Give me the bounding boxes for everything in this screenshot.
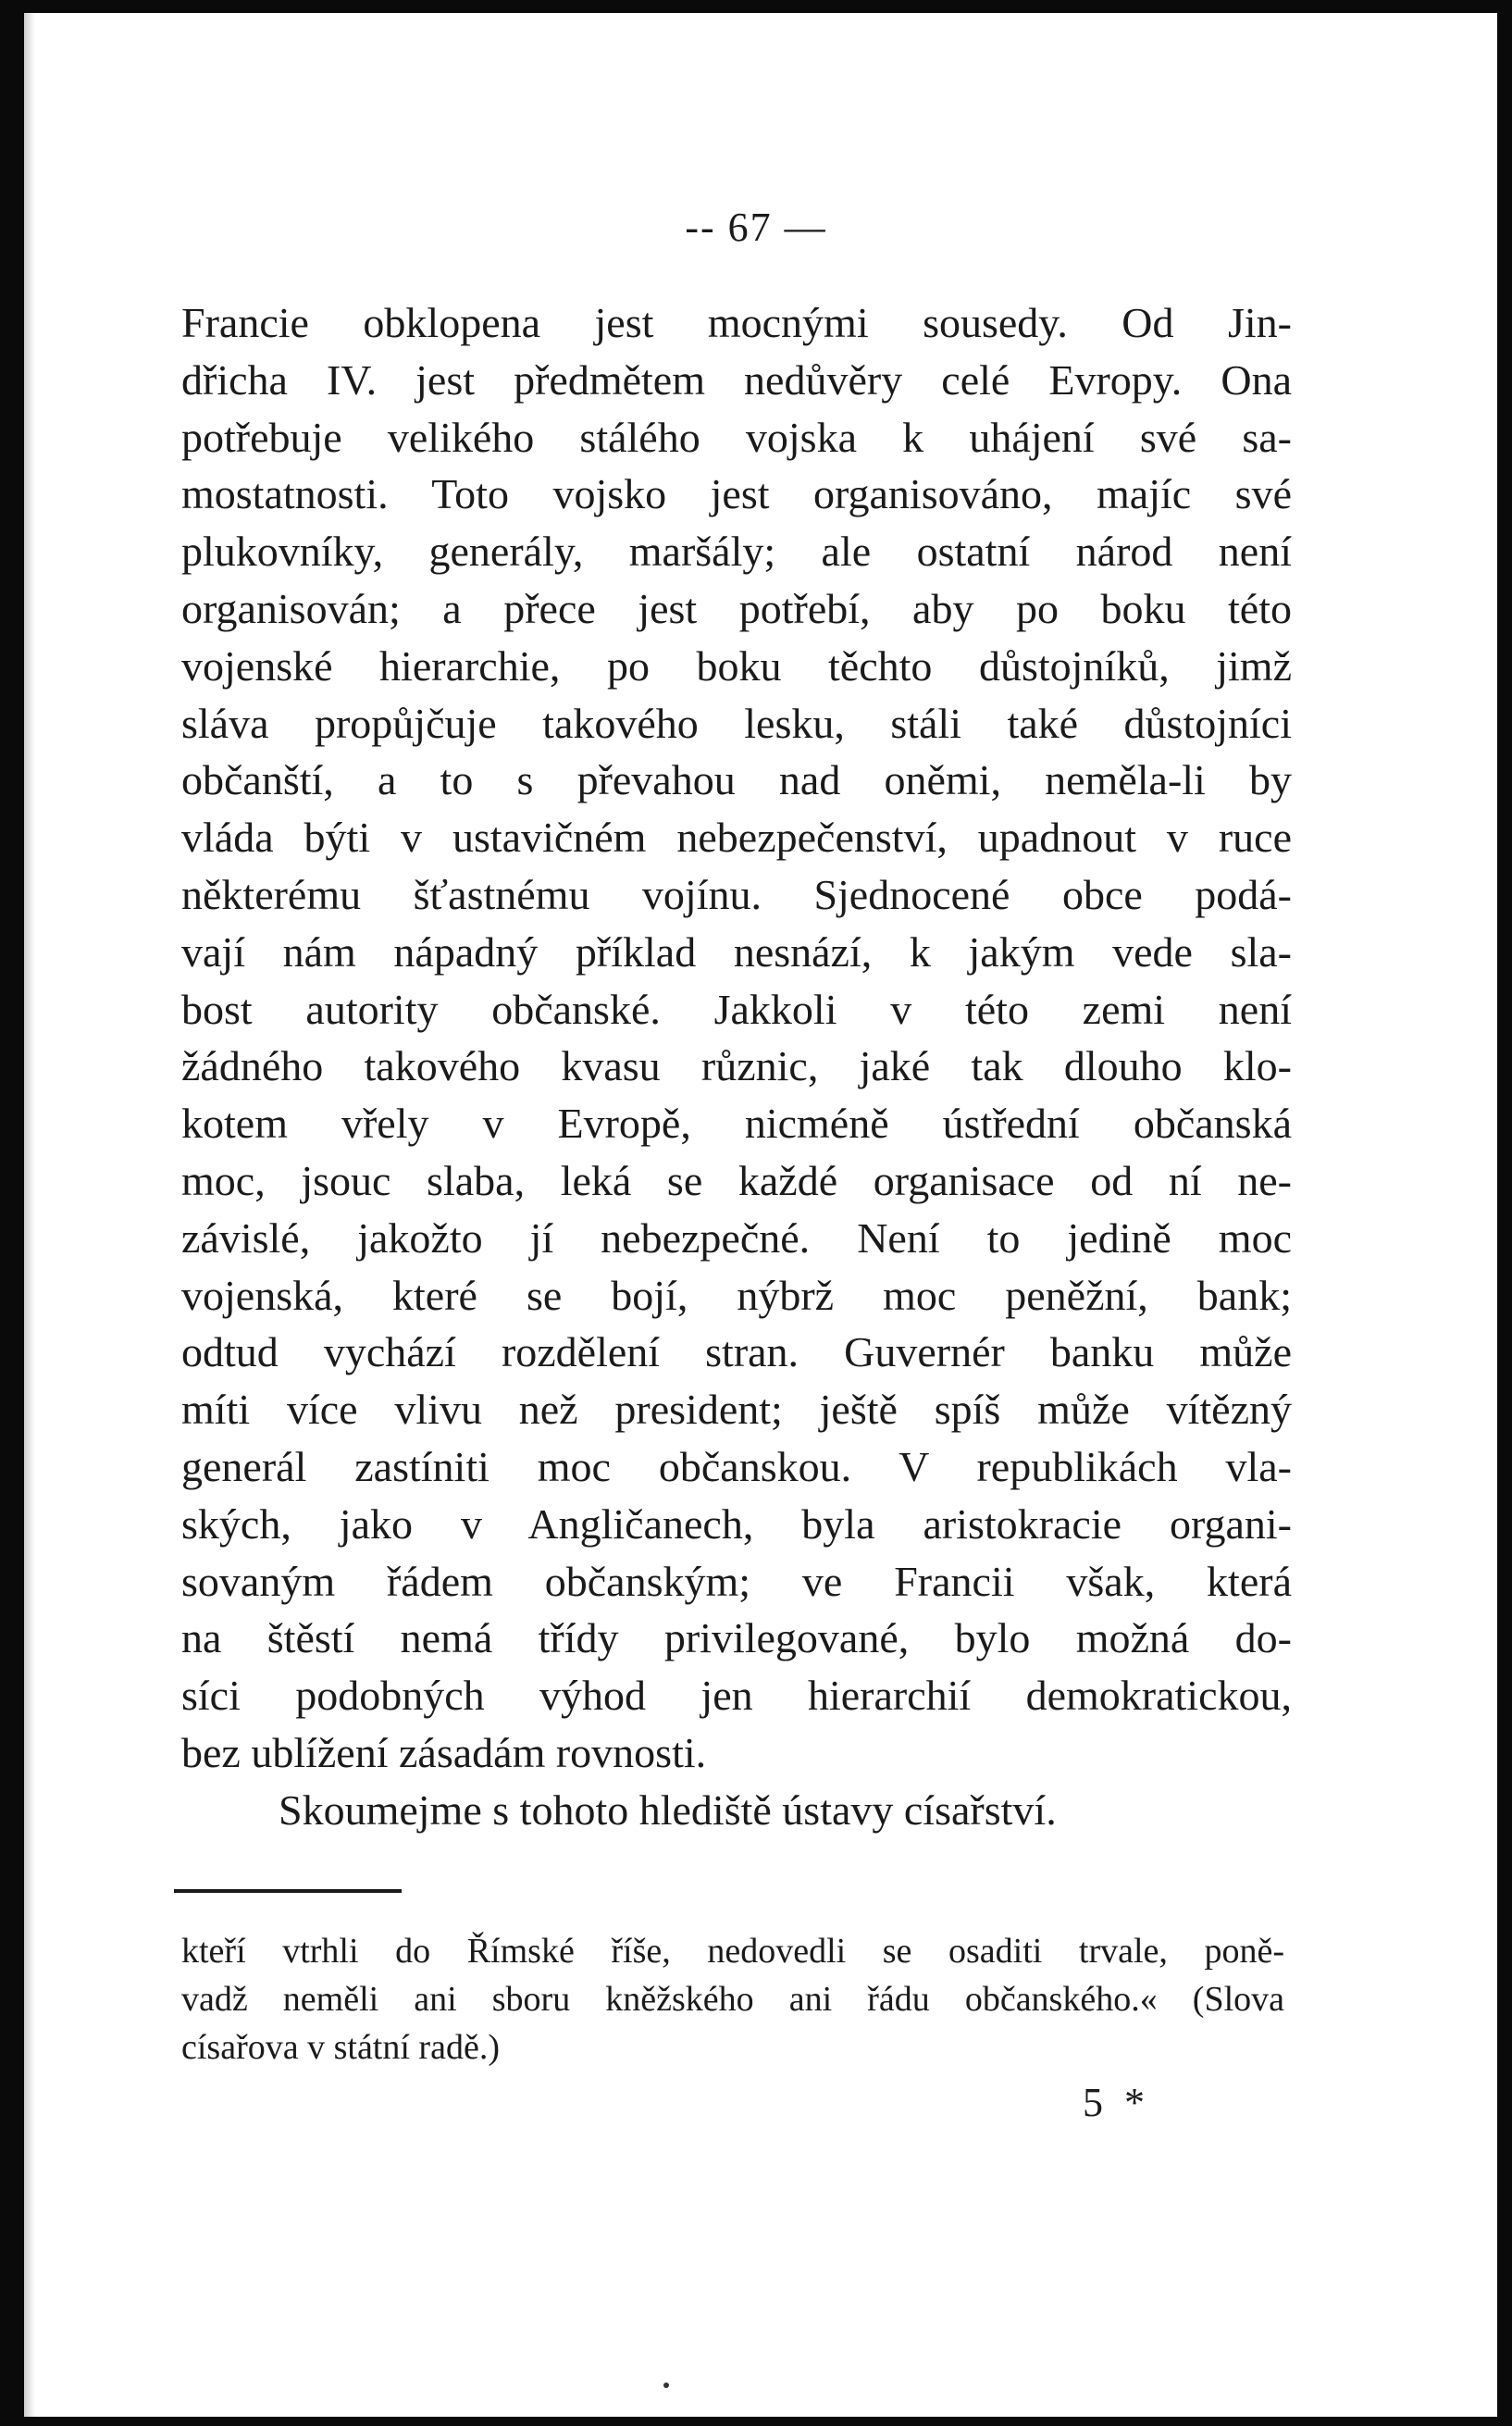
footnote-line: vadž neměli ani sboru kněžského ani řádu občanského.« (Slova xyxy=(181,1980,1284,2019)
body-line: vojenské hierarchie, po boku těchto důstojníků, jimž xyxy=(181,641,1292,690)
body-line: kotem vřely v Evropě, nicméně ústřední občanská xyxy=(181,1100,1292,1148)
closing-line: Skoumejme s tohoto hlediště ústavy císařství. xyxy=(279,1785,1057,1834)
body-line: bost autority občanské. Jakkoli v této zemi není xyxy=(181,985,1292,1033)
scan-border-top xyxy=(0,0,1512,13)
body-line: vojenská, které se bojí, nýbrž moc peněžní, bank; xyxy=(181,1271,1292,1319)
body-text xyxy=(181,294,1292,1839)
footnote xyxy=(181,1927,1284,2071)
body-line: ských, jako v Angličanech, byla aristokracie organi- xyxy=(181,1499,1292,1548)
body-line: bez ublížení zásadám rovnosti. xyxy=(181,1728,707,1776)
scan-edge-notch xyxy=(9,666,24,687)
footnote-line: kteří vtrhli do Římské říše, nedovedli se osaditi trvale, poně- xyxy=(181,1932,1284,1971)
scan-border-bottom xyxy=(0,2417,1512,2426)
body-line: mostatnosti. Toto vojsko jest organisováno, majíc své xyxy=(181,470,1292,518)
page-gutter-shadow xyxy=(24,13,35,2417)
body-line: odtud vychází rozdělení stran. Guvernér banku může xyxy=(181,1328,1292,1376)
body-line: plukovníky, generály, maršály; ale ostatní národ není xyxy=(181,528,1292,576)
body-line: na štěstí nemá třídy privilegované, bylo možná do- xyxy=(181,1614,1292,1662)
body-line: moc, jsouc slaba, leká se každé organisace od ní ne- xyxy=(181,1156,1292,1204)
body-line: vláda býti v ustavičném nebezpečenství, upadnout v ruce xyxy=(181,814,1292,862)
body-line: žádného takového kvasu různic, jaké tak dlouho klo- xyxy=(181,1042,1292,1090)
signature-mark: 5 * xyxy=(1083,2080,1150,2125)
scan-border-left xyxy=(0,0,24,2426)
body-line: občanští, a to s převahou nad oněmi, neměla-li by xyxy=(181,756,1292,804)
body-line: sovaným řádem občanským; ve Francii však, která xyxy=(181,1557,1292,1605)
body-line: generál zastíniti moc občanskou. V republikách vla- xyxy=(181,1442,1292,1490)
footnote-line: císařova v státní radě.) xyxy=(181,2028,500,2067)
body-line: sláva propůjčuje takového lesku, stáli také důstojníci xyxy=(181,699,1292,747)
footnote-rule xyxy=(174,1889,402,1893)
body-line: organisován; a přece jest potřebí, aby po boku této xyxy=(181,584,1292,632)
body-line: potřebuje velikého stálého vojska k uhájení své sa- xyxy=(181,413,1292,461)
body-line: vají nám nápadný příklad nesnází, k jakým vede sla- xyxy=(181,927,1292,976)
page-number: -- 67 — xyxy=(685,205,827,250)
body-line: síci podobných výhod jen hierarchií demokratickou, xyxy=(181,1672,1292,1720)
scan-border-right xyxy=(1497,0,1512,2426)
body-line: některému šťastnému vojínu. Sjednocené obce podá- xyxy=(181,870,1292,918)
body-line: závislé, jakožto jí nebezpečné. Není to jedině moc xyxy=(181,1213,1292,1262)
body-line: Francie obklopena jest mocnými sousedy. Od Jin- xyxy=(181,299,1292,346)
body-line: míti více vlivu než president; ještě spíš může vítězný xyxy=(181,1386,1292,1434)
scan-speck xyxy=(663,2382,669,2388)
body-line: dřicha IV. jest předmětem nedůvěry celé Evropy. Ona xyxy=(181,355,1292,404)
